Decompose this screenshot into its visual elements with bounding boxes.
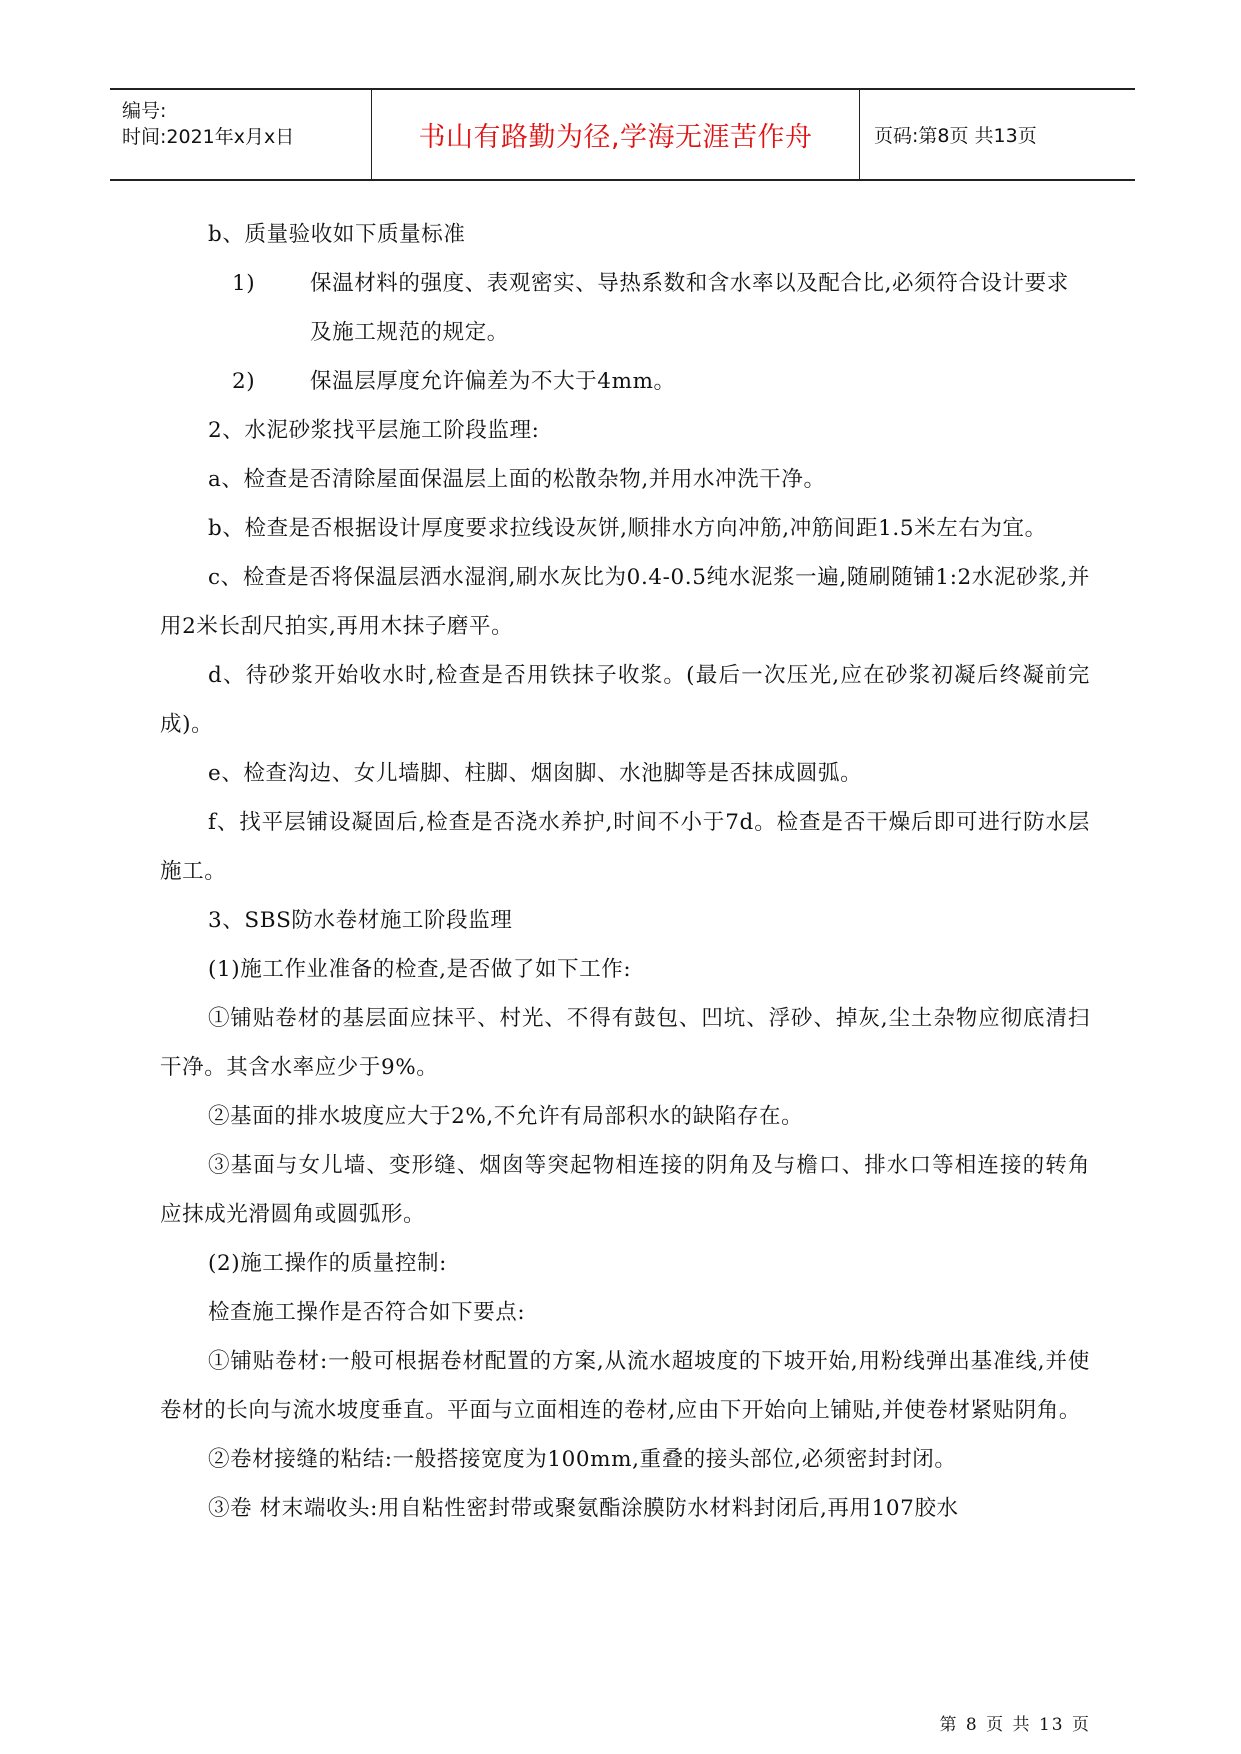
paragraph: a、检查是否清除屋面保温层上面的松散杂物,并用水冲洗干净。 xyxy=(208,467,826,492)
list-item xyxy=(160,357,1090,406)
page-footer: 第 8 页 共 13 页 xyxy=(939,1715,1091,1735)
list-item-text: 保温层厚度允许偏差为不大于4mm。 xyxy=(310,369,676,394)
list-item-number: 1) xyxy=(232,271,256,296)
list-item-text: 保温材料的强度、表观密实、导热系数和含水率以及配合比,必须符合设计要求及施工规范的规定。 xyxy=(310,271,1069,345)
list-item-number: 2) xyxy=(232,369,256,394)
paragraph: ①铺贴卷材的基层面应抹平、村光、不得有鼓包、凹坑、浮砂、掉灰,尘土杂物应彻底清扫干净。其含水率应少于9%。 xyxy=(160,1006,1090,1080)
list-item xyxy=(160,259,1090,357)
paragraph: 3、SBS防水卷材施工阶段监理 xyxy=(208,908,513,933)
paragraph: ③卷 材末端收头:用自粘性密封带或聚氨酯涂膜防水材料封闭后,再用107胶水 xyxy=(208,1496,959,1521)
motto-text: 书山有路勤为径,学海无涯苦作舟 xyxy=(418,122,813,153)
paragraph: ②卷材接缝的粘结:一般搭接宽度为100mm,重叠的接头部位,必须密封封闭。 xyxy=(208,1447,957,1472)
paragraph: b、检查是否根据设计厚度要求拉线设灰饼,顺排水方向冲筋,冲筋间距1.5米左右为宜。 xyxy=(208,516,1047,541)
page-header xyxy=(110,88,1135,181)
paragraph: ③基面与女儿墙、变形缝、烟囱等突起物相连接的阴角及与檐口、排水口等相连接的转角应抹成光滑圆角或圆弧形。 xyxy=(160,1153,1090,1227)
document-body xyxy=(160,210,1090,1533)
header-motto-cell xyxy=(372,90,860,179)
number-label: 编号: xyxy=(122,100,167,122)
header-page-cell xyxy=(860,90,1135,179)
paragraph: 检查施工操作是否符合如下要点: xyxy=(208,1300,526,1325)
paragraph: d、待砂浆开始收水时,检查是否用铁抹子收浆。(最后一次压光,应在砂浆初凝后终凝前完成)。 xyxy=(160,663,1090,737)
paragraph: e、检查沟边、女儿墙脚、柱脚、烟囱脚、水池脚等是否抹成圆弧。 xyxy=(208,761,863,786)
time-label: 时间:2021年x月x日 xyxy=(122,126,295,148)
paragraph: ②基面的排水坡度应大于2%,不允许有局部积水的缺陷存在。 xyxy=(208,1104,804,1129)
paragraph: f、找平层铺设凝固后,检查是否浇水养护,时间不小于7d。检查是否干燥后即可进行防水层施工。 xyxy=(160,810,1090,884)
paragraph: (1)施工作业准备的检查,是否做了如下工作: xyxy=(208,957,632,982)
page-code: 页码:第8页 共13页 xyxy=(874,125,1037,147)
header-info-cell xyxy=(110,90,372,179)
paragraph: b、质量验收如下质量标准 xyxy=(208,222,466,247)
paragraph: (2)施工操作的质量控制: xyxy=(208,1251,447,1276)
paragraph: 2、水泥砂浆找平层施工阶段监理: xyxy=(208,418,540,443)
paragraph: ①铺贴卷材:一般可根据卷材配置的方案,从流水超坡度的下坡开始,用粉线弹出基准线,并使卷材的长向与流水坡度垂直。平面与立面相连的卷材,应由下开始向上铺贴,并使卷材紧贴阴角。 xyxy=(160,1349,1090,1423)
paragraph: c、检查是否将保温层洒水湿润,刷水灰比为0.4-0.5纯水泥浆一遍,随刷随铺1:2水泥砂浆,并用2米长刮尺拍实,再用木抹子磨平。 xyxy=(160,565,1090,639)
